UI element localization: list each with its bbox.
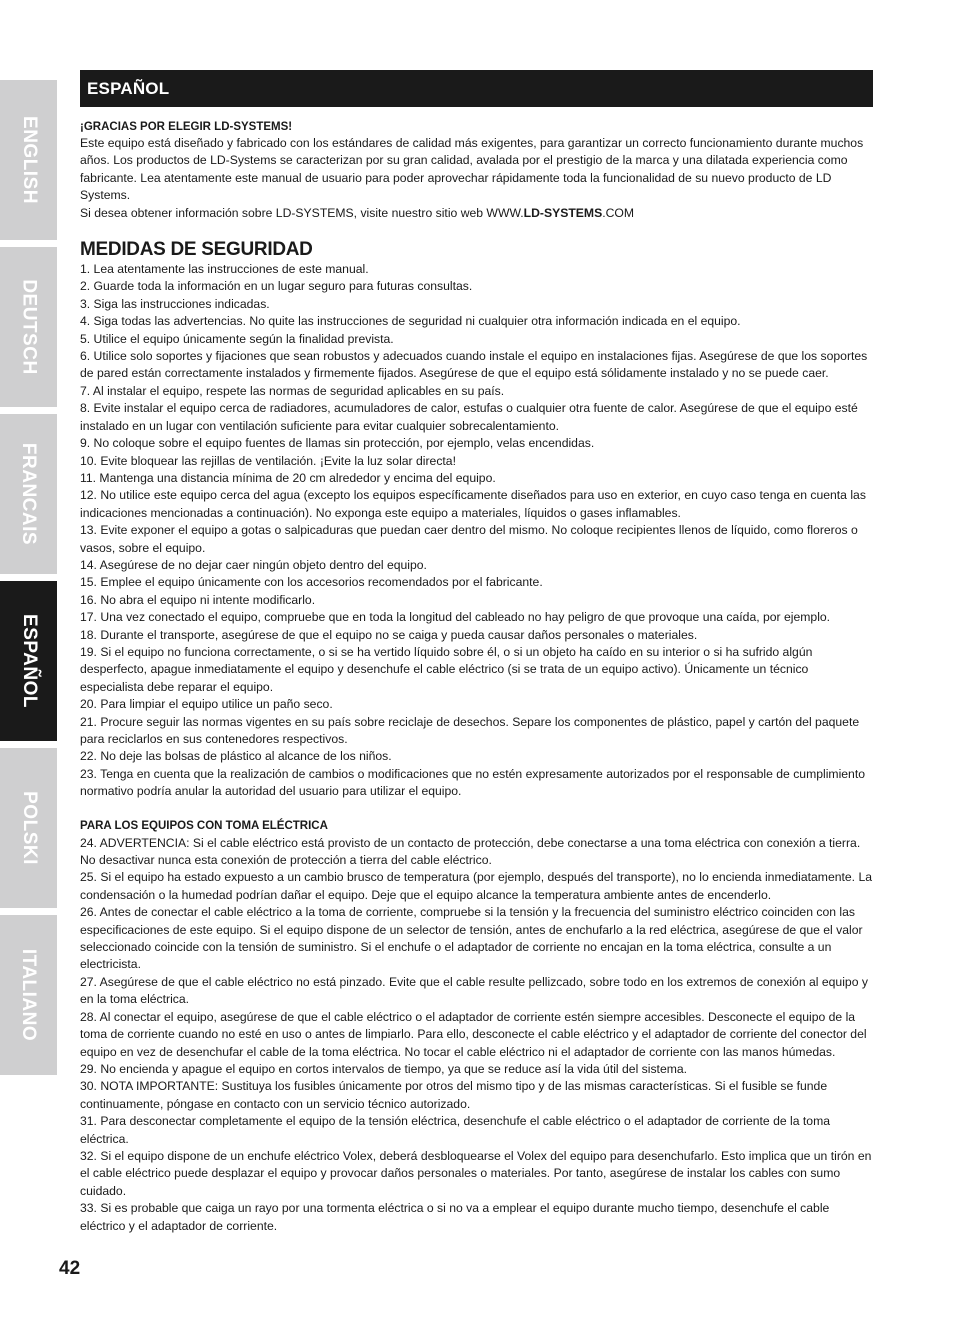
list-item: 27. Asegúrese de que el cable eléctrico no está pinzado. Evite que el cable resulte pellizcado, sobre todo en los extremos de conexión al equipo y en la toma eléctrica. — [80, 974, 868, 1007]
intro-heading: ¡GRACIAS POR ELEGIR LD-SYSTEMS! — [80, 121, 293, 133]
list-item: 15. Emplee el equipo únicamente con los accesorios recomendados por el fabricante. — [80, 575, 543, 590]
list-item: 4. Siga todas las advertencias. No quite las instrucciones de seguridad ni cualquier otra información indicada en el equipo. — [80, 314, 741, 329]
list-item: 25. Si el equipo ha estado expuesto a un cambio brusco de temperatura (por ejemplo, después del transporte), no lo encienda inmediatamente. La condensación o la humedad podrían dañar el equipo. Deje que el equipo alcance la temperatura ambiente antes de encenderlo. — [80, 870, 873, 902]
list-item: 32. Si el equipo dispone de un enchufe eléctrico Volex, deberá desbloquearse el Volex del equipo para desenchufarlo. Esto implica que un tirón en el cable eléctrico puede desplazar el equipo y provocar daños personales o materiales. Por tanto, asegúrese de instalar los cables con sumo cuidado. — [80, 1148, 872, 1198]
tab-espanol[interactable] — [0, 581, 57, 741]
list-item: 19. Si el equipo no funciona correctamente, o si se ha vertido líquido sobre él, o si un objeto ha caído en su interior o si ha sufrido algún desperfecto, apague inmediatamente el equipo y desenchufe el cable eléctrico (si se trata de un equipo activo). Únicamente un técnico especialista debe reparar el equipo. — [80, 644, 813, 694]
electrical-list — [80, 835, 873, 1235]
list-item: 17. Una vez conectado el equipo, compruebe que en toda la longitud del cableado no hay peligro de que provoque una caída, por ejemplo. — [80, 610, 831, 625]
list-item: 14. Asegúrese de no dejar caer ningún objeto dentro del equipo. — [80, 557, 427, 572]
list-item: 26. Antes de conectar el cable eléctrico a la toma de corriente, compruebe si la tensión y la frecuencia del suministro eléctrico coinciden con las especificaciones de este equipo. Si el equipo dispone de un selector de tensión, antes de enchufarlo a la red eléctrica, asegúrese de que el valor seleccionado coincide con la tensión de suministro. Si el enchufe o el adaptador de corriente no encajan en la toma eléctrica, consulte a un electricista. — [80, 905, 863, 972]
tab-francais[interactable] — [0, 414, 57, 574]
tab-label-francais: FRANCAIS — [18, 442, 40, 546]
page-content — [80, 70, 873, 1235]
list-item: 30. NOTA IMPORTANTE: Sustituya los fusibles únicamente por otros del mismo tipo y de las mismas características. Si el fusible se funde continuamente, póngase en contacto con un servicio técnico autorizado. — [80, 1079, 828, 1111]
tab-polski[interactable] — [0, 748, 57, 908]
intro-web-prefix: Si desea obtener información sobre LD-SYSTEMS, visite nuestro sitio web WWW. — [80, 205, 524, 220]
list-item: 2. Guarde toda la información en un lugar seguro para futuras consultas. — [80, 279, 473, 294]
list-item: 12. No utilice este equipo cerca del agua (excepto los equipos específicamente diseñados para uso en exterior, en cuyo caso tenga en cuenta las indicaciones mencionadas a continuación). No exponga este equipo a materiales, líquidos o gases inflamables. — [80, 488, 866, 520]
list-item: 22. No deje las bolsas de plástico al alcance de los niños. — [80, 749, 392, 764]
list-item: 3. Siga las instrucciones indicadas. — [80, 296, 270, 311]
list-item: 5. Utilice el equipo únicamente según la finalidad prevista. — [80, 331, 394, 346]
intro-body: Este equipo está diseñado y fabricado con los estándares de calidad más exigentes, para garantizar un correcto funcionamiento durante muchos años. Los productos de LD-Systems se caracterizan por su gran calidad, avalada por el prestigio de la marca y una dilatada experiencia como fabricante. Lea atentamente este manual de usuario para poder aprovechar rápidamente toda la funcionalidad de su nuevo producto de LD Systems. — [80, 136, 864, 203]
list-item: 18. Durante el transporte, asegúrese de que el equipo no se caiga y pueda causar daños personales o materiales. — [80, 627, 698, 642]
list-item: 10. Evite bloquear las rejillas de ventilación. ¡Evite la luz solar directa! — [80, 453, 456, 468]
intro-web-suffix: .COM — [602, 205, 635, 220]
list-item: 9. No coloque sobre el equipo fuentes de llamas sin protección, por ejemplo, velas encendidas. — [80, 436, 595, 451]
tab-deutsch[interactable] — [0, 247, 57, 407]
list-item: 1. Lea atentamente las instrucciones de este manual. — [80, 262, 369, 277]
tab-english[interactable] — [0, 80, 57, 240]
list-item: 20. Para limpiar el equipo utilice un paño seco. — [80, 697, 333, 712]
section-header-title: ESPAÑOL — [87, 78, 170, 98]
tab-label-polski: POLSKI — [18, 791, 40, 865]
tab-label-deutsch: DEUTSCH — [18, 279, 40, 375]
tab-italiano[interactable] — [0, 915, 57, 1075]
intro-web-line — [80, 205, 873, 222]
electrical-heading: PARA LOS EQUIPOS CON TOMA ELÉCTRICA — [80, 819, 328, 832]
list-item: 24. ADVERTENCIA: Si el cable eléctrico está provisto de un contacto de protección, debe conectarse a una toma eléctrica con conexión a tierra. No desactivar nunca esta conexión de protección a tierra del cable eléctrico. — [80, 835, 861, 868]
list-item: 8. Evite instalar el equipo cerca de radiadores, acumuladores de calor, estufas o cualquier otra fuente de calor. Asegúrese de que el equipo esté instalado en un lugar con ventilación suficiente para evitar cualquier sobrecalentamiento. — [80, 401, 858, 433]
safety-list — [80, 261, 873, 801]
list-item: 21. Procure seguir las normas vigentes en su país sobre reciclaje de desechos. Separe los componentes de plástico, papel y cartón del paquete para reciclarlos en sus contenedores respectivos. — [80, 714, 860, 746]
tab-label-espanol: ESPAÑOL — [18, 614, 40, 708]
list-item: 6. Utilice solo soportes y fijaciones que sean robustos y adecuados cuando instale el equipo en instalaciones fijas. Asegúrese de que los soportes de pared están correctamente instalados y firmemente fijados. Asegúrese de que el equipo está sólidamente instalado y no se puede caer. — [80, 349, 868, 381]
intro-web-brand: LD-SYSTEMS — [523, 205, 603, 220]
list-item: 13. Evite exponer el equipo a gotas o salpicaduras que puedan caer dentro del mismo. No coloque recipientes llenos de líquido, como floreros o vasos, sobre el equipo. — [80, 523, 858, 555]
page-number: 42 — [59, 1258, 81, 1279]
tab-label-italiano: ITALIANO — [18, 948, 40, 1042]
list-item: 23. Tenga en cuenta que la realización de cambios o modificaciones que no estén expresamente autorizados por el responsable de cumplimiento normativo podría anular la autoridad del usuario para utilizar el equipo. — [80, 766, 866, 799]
list-item: 28. Al conectar el equipo, asegúrese de que el cable eléctrico o el adaptador de corriente estén siempre accesibles. Desconecte el equipo de la toma de corriente cuando no esté en uso o antes de limpiarlo. Para ello, desconecte el cable eléctrico y el adaptador de corriente del conector del equipo en vez de desenchufar el cable de la toma eléctrica. No tocar el cable eléctrico ni el adaptador de corriente con las manos húmedas. — [80, 1009, 867, 1059]
list-item: 11. Mantenga una distancia mínima de 20 cm alrededor y encima del equipo. — [80, 470, 496, 485]
list-item: 31. Para desconectar completamente el equipo de la tensión eléctrica, desenchufe el cable eléctrico o el adaptador de corriente de la toma eléctrica. — [80, 1114, 830, 1146]
list-item: 7. Al instalar el equipo, respete las normas de seguridad aplicables en su país. — [80, 383, 505, 398]
section-header-bar — [80, 70, 873, 107]
intro-section — [80, 120, 873, 222]
list-item: 33. Si es probable que caiga un rayo por una tormenta eléctrica o si no va a emplear el equipo durante mucho tiempo, desenchufe el cable eléctrico y el adaptador de corriente. — [80, 1201, 830, 1233]
safety-title: MEDIDAS DE SEGURIDAD — [80, 239, 313, 261]
list-item: 16. No abra el equipo ni intente modificarlo. — [80, 592, 316, 607]
tab-label-english: ENGLISH — [18, 116, 40, 204]
list-item: 29. No encienda y apague el equipo en cortos intervalos de tiempo, ya que se reduce así la vida útil del sistema. — [80, 1061, 688, 1076]
